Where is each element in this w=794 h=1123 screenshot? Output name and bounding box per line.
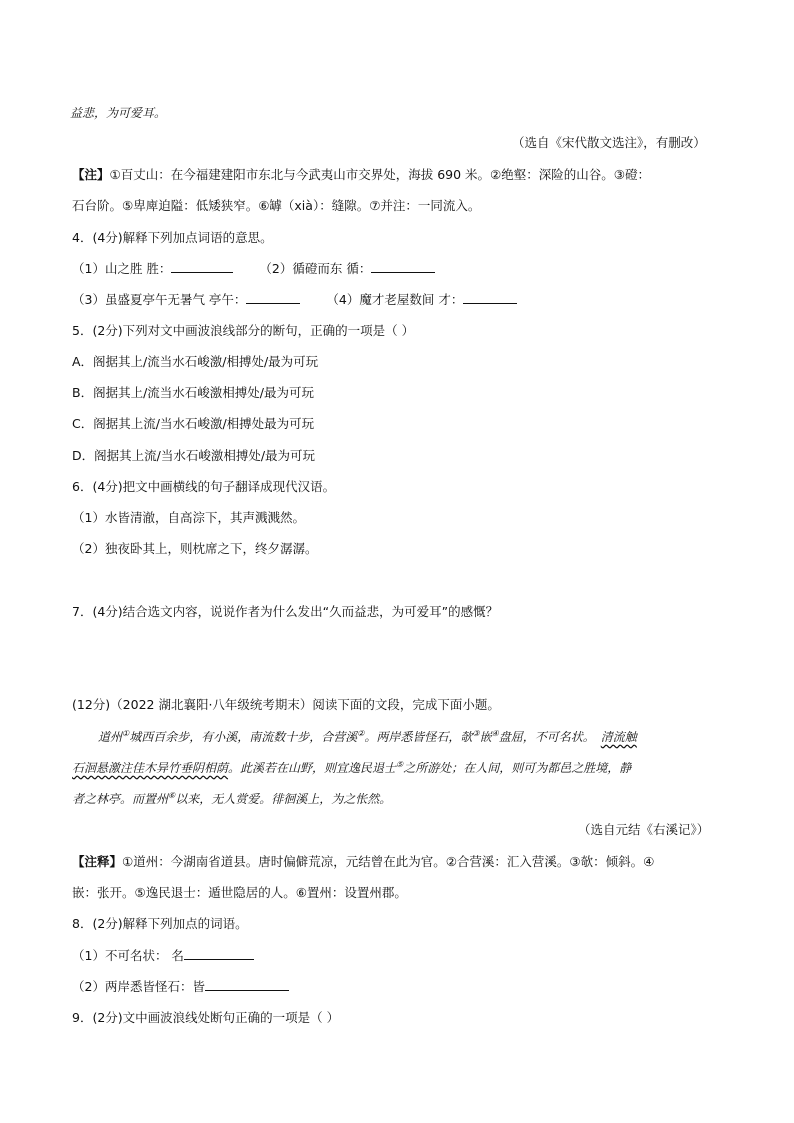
section2-passage-line3 bbox=[72, 790, 391, 808]
section2-intro: (12分)（2022 湖北襄阳·八年级统考期末）阅读下面的文段，完成下面小题。 bbox=[72, 697, 500, 712]
q5-option-c[interactable]: C．阁据其上流/当水石峻激/相搏处最为可玩 bbox=[72, 416, 315, 431]
q5-option-b[interactable]: B．阁据其上/流当水石峻激相搏处/最为可玩 bbox=[72, 385, 314, 400]
passage-text: 以来，无人赏爱。徘徊溪上，为之怅然。 bbox=[175, 792, 392, 806]
notes2-line2: 嵌：张开。⑤逸民退士：遁世隐居的人。⑥置州：设置州郡。 bbox=[72, 885, 407, 900]
footnote-mark: ④ bbox=[491, 729, 499, 738]
section2-passage-line1 bbox=[98, 728, 637, 746]
section2-passage-line2 bbox=[72, 759, 631, 777]
passage-text: 城西百余步，有小溪，南流数十步，合营溪 bbox=[129, 730, 358, 744]
passage-text: 盘屈，不可名状。 bbox=[498, 730, 595, 744]
q6-item1: （1）水皆清澈，自高淙下，其声溅溅然。 bbox=[72, 510, 305, 525]
passage-text: 之所游处；在人间，则可为都邑之胜境，静 bbox=[403, 761, 632, 775]
footnote-mark: ② bbox=[357, 729, 365, 738]
wavy-underlined-text: 石洄悬激注佳木异竹垂阴相荫 bbox=[72, 761, 229, 775]
q4-item1: （1）山之胜 胜： bbox=[72, 261, 172, 276]
q8-item2: （2）两岸悉皆怪石：皆 bbox=[72, 979, 205, 994]
notes1-line2: 石台阶。⑤卑庳迫隘：低矮狭窄。⑥罅（xià）：缝隙。⑦并注：一同流入。 bbox=[72, 198, 481, 213]
q4-row1 bbox=[72, 260, 435, 278]
q8-row2 bbox=[72, 978, 289, 996]
q8-item1: （1）不可名状： 名 bbox=[72, 948, 184, 963]
q4-answer-blank-4[interactable] bbox=[463, 291, 517, 304]
passage-text: 嵌 bbox=[479, 730, 492, 744]
passage-text: 道州 bbox=[98, 730, 123, 744]
passage-text: 。此溪若在山野，则宜逸民退士 bbox=[228, 761, 397, 775]
q8-answer-blank-1[interactable] bbox=[184, 947, 254, 960]
q5-stem: 5．(2分)下列对文中画波浪线部分的断句，正确的一项是（ ） bbox=[72, 323, 415, 338]
q4-answer-blank-2[interactable] bbox=[371, 260, 435, 273]
notes2-label: 【注释】 bbox=[72, 854, 123, 869]
passage-text: 。两岸悉皆怪石，欹 bbox=[364, 730, 473, 744]
section2-source: （选自元结《右溪记》） bbox=[578, 822, 710, 837]
passage-text: 者之林亭。而置州 bbox=[72, 792, 169, 806]
notes1-line1 bbox=[72, 166, 650, 184]
footnote-mark: ⑥ bbox=[168, 791, 176, 800]
footnote-mark: ① bbox=[122, 729, 130, 738]
notes1-label: 【注】 bbox=[72, 167, 110, 182]
q5-option-a[interactable]: A．阁据其上/流当水石峻激/相搏处/最为可玩 bbox=[72, 354, 319, 369]
q4-answer-blank-1[interactable] bbox=[171, 260, 233, 273]
q7-stem: 7．(4分)结合选文内容，说说作者为什么发出“久而益悲，为可爱耳”的感慨？ bbox=[72, 604, 499, 619]
q4-item3: （3）虽盛夏亭午无暑气 亭午： bbox=[72, 292, 247, 307]
q8-row1 bbox=[72, 947, 254, 965]
q9-stem: 9．(2分)文中画波浪线处断句正确的一项是（ ） bbox=[72, 1010, 340, 1025]
q8-stem: 8．(2分)解释下列加点的词语。 bbox=[72, 916, 248, 931]
q8-answer-blank-2[interactable] bbox=[205, 978, 289, 991]
passage1-tail-line: 益悲，为可爱耳。 bbox=[70, 106, 167, 120]
footnote-mark: ⑤ bbox=[396, 760, 404, 769]
q4-stem: 4．(4分)解释下列加点词语的意思。 bbox=[72, 230, 273, 245]
q4-item4: （4）魔才老屋数间 才： bbox=[326, 292, 464, 307]
q4-item2: （2）循磴而东 循： bbox=[259, 261, 372, 276]
wavy-underlined-text: 清流触 bbox=[600, 730, 637, 744]
footnote-mark: ③ bbox=[472, 729, 480, 738]
q6-item2: （2）独夜卧其上，则枕席之下，终夕潺潺。 bbox=[72, 541, 318, 556]
q4-answer-blank-3[interactable] bbox=[246, 291, 300, 304]
q6-stem: 6．(4分)把文中画横线的句子翻译成现代汉语。 bbox=[72, 479, 336, 494]
notes1-text1: ①百丈山：在今福建建阳市东北与今武夷山市交界处，海拔 690 米。②绝壑：深险的山谷。③磴： bbox=[109, 167, 650, 182]
notes2-text1: ①道州：今湖南省道县。唐时偏僻荒凉，元结曾在此为官。②合营溪：汇入营溪。③欹：倾斜。④ bbox=[122, 854, 655, 869]
q5-option-d[interactable]: D．阁据其上流/当水石峻激相搏处/最为可玩 bbox=[72, 448, 316, 463]
notes2-line1 bbox=[72, 853, 654, 871]
passage1-source: （选自《宋代散文选注》，有删改） bbox=[512, 135, 706, 150]
q4-row2 bbox=[72, 291, 517, 309]
